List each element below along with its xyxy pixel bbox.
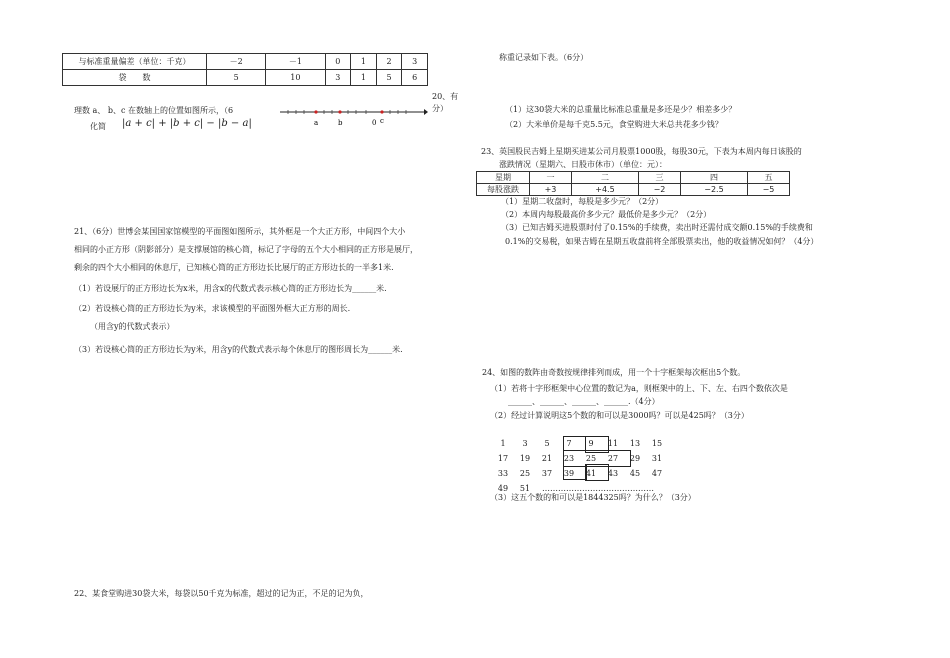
q20-line1: 理数 a、 b、c 在数轴上的位置如图所示，（6	[74, 106, 234, 115]
array-number: 29	[629, 454, 641, 463]
q22-continued: 称重记录如下表。（6分）	[499, 53, 589, 62]
number-line	[278, 104, 428, 128]
q23-intro-line2: 涨跌情况（星期六、日股市休市）（单位：元）：	[499, 160, 667, 169]
numberline-label-b: b	[338, 119, 343, 127]
table-cell: 1	[351, 54, 377, 70]
table-cell: +4.5	[571, 184, 638, 196]
array-number: 1	[500, 439, 506, 448]
table-cell: +3	[530, 184, 572, 196]
array-ellipsis: ……………………………………	[542, 484, 654, 493]
array-number: 27	[607, 454, 619, 463]
stock-change-table	[476, 171, 790, 196]
cross-frame-bottom	[585, 464, 609, 481]
table-row	[477, 184, 790, 196]
array-number: 25	[585, 454, 597, 463]
weight-deviation-table	[62, 53, 428, 86]
array-number: 25	[519, 469, 531, 478]
table-cell: －2	[207, 54, 266, 70]
table-header-cell: 与标准重量偏差（单位：千克）	[63, 54, 207, 70]
array-number: 19	[519, 454, 531, 463]
table-row	[63, 54, 428, 70]
q20-expression: |a + c| + |b + c| − |b − a|	[122, 118, 252, 129]
q22-intro: 22、某食堂购进30袋大米，每袋以50千克为标准，超过的记为正，不足的记为负，	[74, 589, 369, 598]
q24-part1-line2: ______、______、______、______.（4分）	[508, 397, 660, 406]
q21-part3: （3）若设核心筒的正方形边长为y米，用含y的代数式表示每个休息厅的图形周长为______米.	[74, 345, 403, 354]
q21-intro-line2: 相同的小正方形（阴影部分）是支撑展馆的核心筒，标记了字母的五个大小相同的正方形是展厅，	[74, 245, 418, 254]
table-cell: 二	[571, 172, 638, 184]
table-cell: 一	[530, 172, 572, 184]
table-cell: 3	[402, 54, 428, 70]
q23-part3-line2: 0.1%的交易税，如果吉姆在星期五收盘前将全部股票卖出，他的收益情况如何？（4分）	[505, 237, 819, 246]
table-cell: 三	[639, 172, 681, 184]
table-cell: −2.5	[680, 184, 747, 196]
array-number: 15	[651, 439, 663, 448]
q24-intro: 24、如图的数阵由奇数按规律排列而成，用一个十字框架每次框出5个数。	[482, 368, 746, 377]
q21-part2-note: （用含y的代数式表示）	[90, 322, 175, 331]
array-number: 7	[566, 439, 572, 448]
numberline-label-c: c	[380, 117, 384, 125]
q24-part2: （2）经过计算说明这5个数的和可以是3000吗？可以是425吗？（3分）	[490, 411, 749, 420]
q23-part3-line1: （3）已知吉姆买进股票时付了0.15%的手续费，卖出时还需付成交额0.15%的手续费和	[501, 223, 813, 232]
q20-number: 20、有	[432, 92, 459, 101]
table-cell: 5	[376, 70, 402, 86]
q20-points-tail: 分）	[432, 104, 448, 113]
array-number: 11	[607, 439, 619, 448]
q23-part1: （1）星期二收盘时，每股是多少元？（2分）	[501, 197, 664, 206]
q21-part2: （2）若设核心筒的正方形边长为y米，求该模型的平面图外框大正方形的周长.	[74, 304, 351, 313]
q20-line2-prefix: 化简	[90, 122, 106, 131]
table-cell: 10	[266, 70, 325, 86]
array-number: 33	[497, 469, 509, 478]
table-header-cell: 每股涨跌	[477, 184, 530, 196]
table-cell: 五	[748, 172, 790, 184]
array-number: 31	[651, 454, 663, 463]
array-number: 43	[607, 469, 619, 478]
array-number: 23	[563, 454, 575, 463]
table-header-cell: 袋 数	[63, 70, 207, 86]
array-number: 5	[544, 439, 550, 448]
q24-part1-line1: （1）若将十字形框架中心位置的数记为a，则框架中的上、下、左、右四个数依次是	[490, 384, 788, 393]
q24-part3: （3）这五个数的和可以是1844325吗？为什么？（3分）	[490, 493, 696, 502]
table-cell: 0	[325, 54, 351, 70]
table-cell: 5	[207, 70, 266, 86]
q23-part2: （2）本周内每股最高价多少元？最低价是多少元？（2分）	[501, 210, 712, 219]
numberline-label-0: 0	[372, 119, 377, 127]
array-number: 17	[497, 454, 509, 463]
array-number: 9	[588, 439, 594, 448]
array-number: 41	[585, 469, 597, 478]
q23-intro-line1: 23、英国股民吉姆上星期买进某公司月股票1000股，每股30元，下表为本周内每日该股的	[481, 147, 802, 156]
array-number: 45	[629, 469, 641, 478]
table-cell: −5	[748, 184, 790, 196]
table-header-cell: 星期	[477, 172, 530, 184]
table-row	[477, 172, 790, 184]
array-number: 21	[541, 454, 553, 463]
q21-intro-line3: 剩余的四个大小相同的休息厅，已知核心筒的正方形边长比展厅的正方形边长的一半多1米.	[74, 263, 394, 272]
table-cell: －1	[266, 54, 325, 70]
cross-frame-lower-left	[563, 464, 587, 480]
array-number: 37	[541, 469, 553, 478]
array-number: 47	[651, 469, 663, 478]
table-cell: 3	[325, 70, 351, 86]
q22-part2: （2）大米单价是每千克5.5元，食堂购进大米总共花多少钱？	[505, 120, 723, 129]
table-cell: 2	[376, 54, 402, 70]
array-number: 49	[497, 484, 509, 493]
array-number: 51	[519, 484, 531, 493]
table-cell: −2	[639, 184, 681, 196]
array-number: 13	[629, 439, 641, 448]
array-number: 39	[563, 469, 575, 478]
table-cell: 6	[402, 70, 428, 86]
q21-intro-line1: 21、（6分）世博会某国国家馆模型的平面图如图所示，其外框是一个大正方形，中间四个大小	[74, 227, 406, 236]
numberline-label-a: a	[314, 119, 319, 127]
cross-frame-upper-left	[563, 436, 586, 452]
table-cell: 1	[351, 70, 377, 86]
q21-part1: （1）若设展厅的正方形边长为x米，用含x的代数式表示核心筒的正方形边长为______米.	[74, 284, 387, 293]
q22-part1: （1）这30袋大米的总重量比标准总重量是多还是少？相差多少？	[505, 105, 737, 114]
array-number: 3	[522, 439, 528, 448]
table-cell: 四	[680, 172, 747, 184]
table-row	[63, 70, 428, 86]
